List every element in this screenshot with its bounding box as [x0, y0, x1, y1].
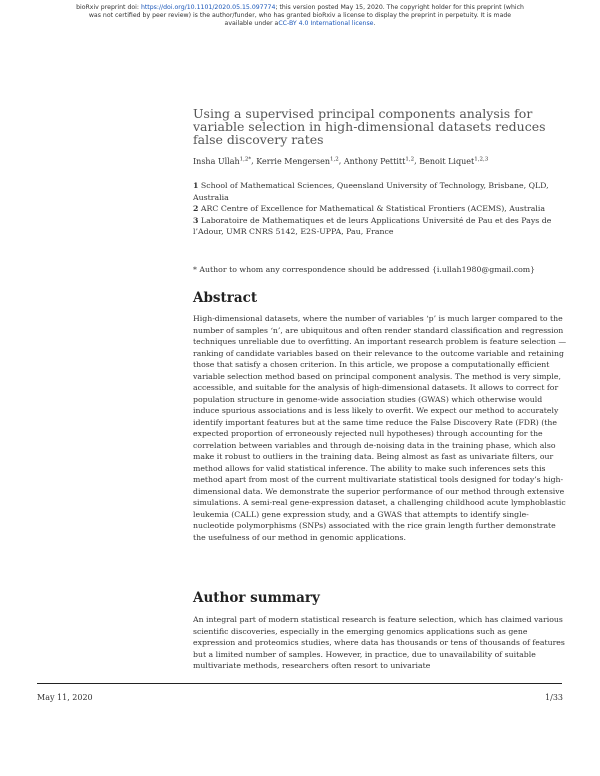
paper-title: Using a supervised principal components analysis for variable selection in high-dimensional datasets reduces false discovery rates	[193, 106, 546, 147]
banner-license-suffix: .	[373, 20, 376, 27]
correspondence-note: * Author to whom any correspondence should be addressed {i.ullah1980@gmail.com}	[193, 265, 536, 274]
affiliation: 3 Laboratoire de Mathematiques et de leurs Applications Université de Pau et des Pays de l’Adour, UMR CNRS 5142, E2S-UPPA, Pau, France	[193, 215, 552, 236]
footer-date: May 11, 2020	[37, 693, 93, 702]
affiliation: 2 ARC Centre of Excellence for Mathematical & Statistical Frontiers (ACEMS), Australia	[193, 204, 546, 213]
abstract-heading: Abstract	[193, 290, 258, 306]
banner-line-1-rest: ; this version posted May 15, 2020. The copyright holder for this preprint (which	[275, 4, 524, 11]
affiliation: 1 School of Mathematical Sciences, Queensland University of Technology, Brisbane, QLD, Australia	[193, 181, 549, 202]
author-summary-heading: Author summary	[193, 590, 320, 606]
banner-line-2: was not certified by peer review) is the author/funder, who has granted bioRxiv a license to display the preprint in perpetuity. It is made	[88, 12, 512, 19]
doi-link[interactable]: https://doi.org/10.1101/2020.05.15.097774	[140, 4, 276, 11]
author-summary-body: An integral part of modern statistical research is feature selection, which has claimed various scientific discoveries, especially in the emerging genomics applications such as gene expression and proteomics studies, where data has thousands or tens of thousands of features but a limited number of samples. However, in practice, due to unavailability of suitable multivariate methods, researchers often resort to univariate	[193, 615, 565, 670]
license-link[interactable]: CC-BY 4.0 International license	[278, 20, 374, 27]
author: Insha Ullah$^{1,2*}$	[193, 156, 252, 166]
banner-license-prefix: available under a	[224, 20, 279, 27]
banner-line-1	[0, 4, 600, 12]
banner-line-3	[0, 20, 600, 28]
author: Benoit Liquet$^{1,2,3}$	[419, 156, 489, 166]
author-list: Insha Ullah$^{1,2*}$, Kerrie Mengersen$^{1,2}$, Anthony Pettitt$^{1,2}$, Benoit Liquet$^{1,2,3}$	[193, 156, 489, 166]
author: Anthony Pettitt$^{1,2}$	[343, 156, 415, 166]
page-number: 1/33	[545, 693, 563, 702]
abstract-body: High-dimensional datasets, where the number of variables ‘p’ is much larger compared to the number of samples ‘n’, are ubiquitous and often render standard classification and regression techniques unreliable due to overfitting. An important research problem is feature selection — ranking of candidate variables based on their relevance to the outcome variable and retaining those that satisfy a chosen criterion. In this article, we propose a computationally efficient variable selection method based on principal component analysis. The method is very simple, accessible, and suitable for the analysis of high-dimensional datasets. It allows to correct for population structure in genome-wide association studies (GWAS) which otherwise would induce spurious associations and is less likely to overfit. We expect our method to accurately identify important features but at the same time reduce the False Discovery Rate (FDR) (the expected proportion of erroneously rejected null hypotheses) through accounting for the correlation between variables and through de-noising data in the training phase, which also make it robust to outliers in the training data. Being almost as fast as univariate filters, our method allows for valid statistical inference. The ability to make such inferences sets this method apart from most of the current multivariate statistical tools designed for today’s high-dimensional data. We demonstrate the superior performance of our method through extensive simulations. A semi-real gene-expression dataset, a challenging childhood acute lymphoblastic leukemia (CALL) gene expression study, and a GWAS that attempts to identify single-nucleotide polymorphisms (SNPs) associated with the rice grain length further demonstrate the usefulness of our method in genomic applications.	[193, 314, 567, 542]
footer-divider	[37, 683, 562, 684]
preprint-banner	[0, 4, 600, 28]
author: Kerrie Mengersen$^{1,2}$	[256, 156, 339, 166]
banner-doi-prefix: bioRxiv preprint doi:	[76, 4, 141, 11]
affiliations	[193, 180, 563, 238]
